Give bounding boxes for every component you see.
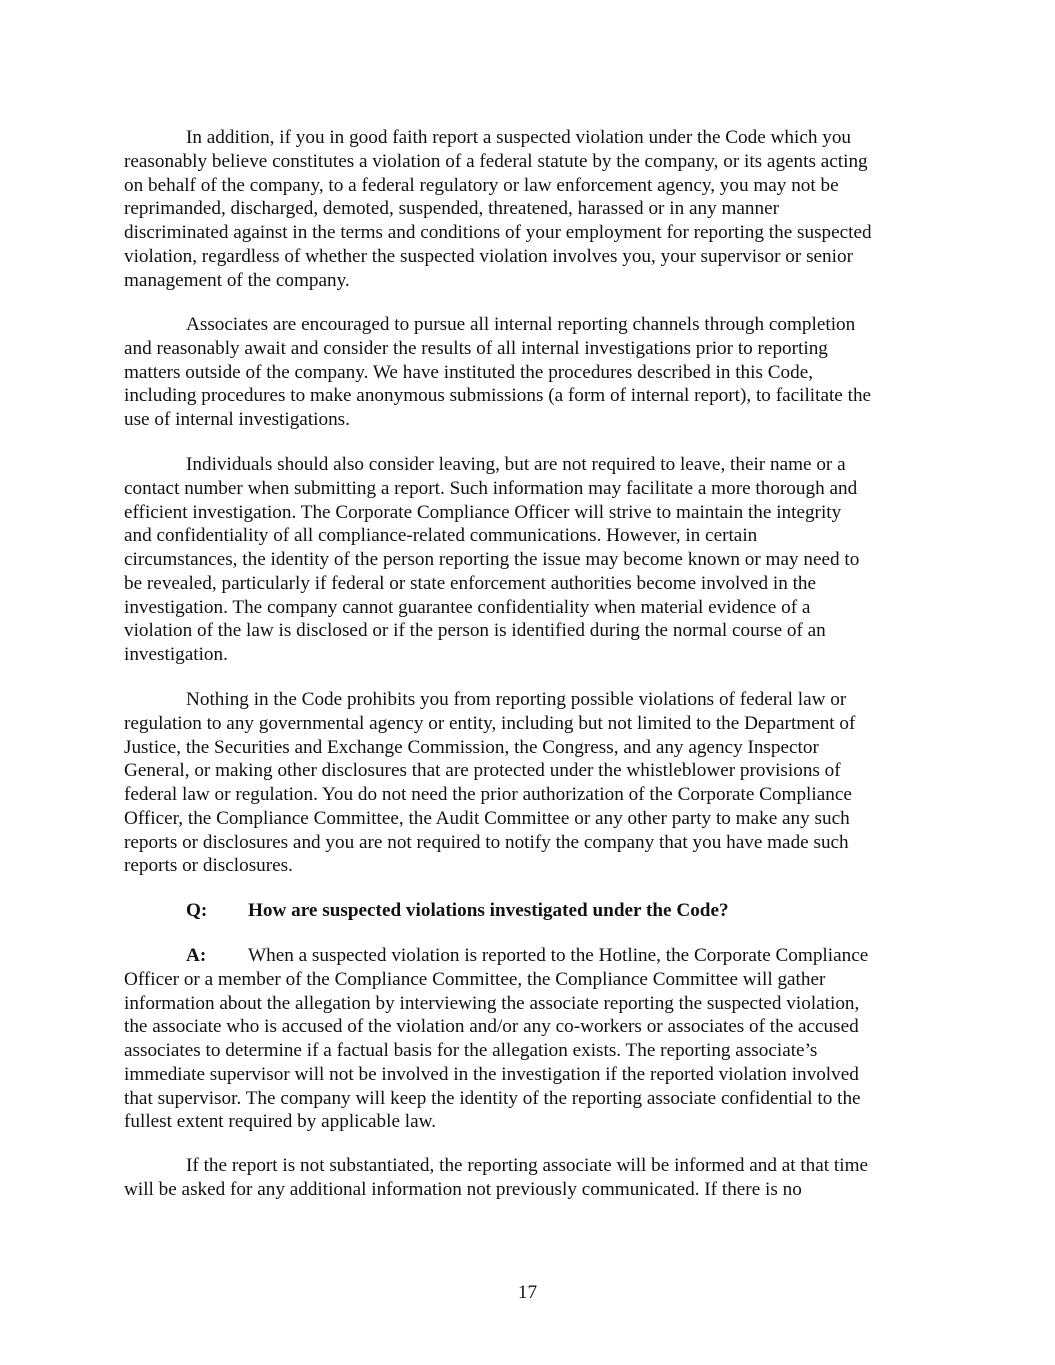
text-line: use of internal investigations. [124,409,350,430]
text-line: reprimanded, discharged, demoted, suspended, threatened, harassed or in any manner [124,198,779,220]
text-line: Nothing in the Code prohibits you from reporting possible violations of federal law or [186,689,847,710]
text-line: immediate supervisor will not be involved in the investigation if the reported violation involved [124,1063,859,1085]
text-line: investigation. [124,644,228,665]
faq-question [186,899,729,923]
text-line: reasonably believe constitutes a violation of a federal statute by the company, or its agents acting [124,150,868,172]
text-line: matters outside of the company. We have instituted the procedures described in this Code, [124,361,814,383]
text-line: investigation. The company cannot guarantee confidentiality when material evidence of a [124,596,811,618]
paragraph-unsubstantiated-report [124,1154,944,1202]
text-line: discriminated against in the terms and conditions of your employment for reporting the suspected [124,222,872,243]
text-line: regulation to any governmental agency or entity, including but not limited to the Department of [124,712,856,734]
text-line: and confidentiality of all compliance-related communications. However, in certain [124,525,758,547]
text-line: General, or making other disclosures that are protected under the whistleblower provisions of [124,760,841,782]
text-line: violation, regardless of whether the suspected violation involves you, your supervisor or senior [124,245,853,267]
text-line: Officer or a member of the Compliance Committee, the Compliance Committee will gather [124,968,826,990]
answer-text: When a suspected violation is reported to the Hotline, the Corporate Compliance [248,945,869,966]
text-line: contact number when submitting a report. Such information may facilitate a more thorough and [124,477,858,499]
text-line: be revealed, particularly if federal or state enforcement authorities become involved in the [124,572,817,594]
text-line: information about the allegation by interviewing the associate reporting the suspected violation, [124,992,860,1014]
text-line: fullest extent required by applicable law. [124,1111,437,1133]
text-line: circumstances, the identity of the person reporting the issue may become known or may need to [124,549,860,570]
text-line: and reasonably await and consider the results of all internal investigations prior to reporting [124,337,828,359]
text-line: In addition, if you in good faith report a suspected violation under the Code which you [186,127,852,148]
text-line: will be asked for any additional information not previously communicated. If there is no [124,1178,802,1200]
text-line: reports or disclosures. [124,855,293,877]
text-line: Associates are encouraged to pursue all internal reporting channels through completion [186,314,856,335]
paragraph-whistleblower-rights [124,688,944,878]
text-line: efficient investigation. The Corporate Compliance Officer will strive to maintain the integrity [124,501,842,523]
page-number: 17 [517,1282,538,1303]
answer-label: A: [186,945,207,966]
text-line: Justice, the Securities and Exchange Commission, the Congress, and any agency Inspector [124,736,819,758]
text-line: If the report is not substantiated, the reporting associate will be informed and at that time [186,1155,869,1176]
faq-answer [124,944,944,1134]
text-line: the associate who is accused of the violation and/or any co-workers or associates of the accused [124,1016,859,1038]
text-line: Individuals should also consider leaving, but are not required to leave, their name or a [186,454,846,475]
text-line: including procedures to make anonymous submissions (a form of internal report), to facilitate the [124,385,872,407]
text-line: federal law or regulation. You do not need the prior authorization of the Corporate Compliance [124,784,852,805]
question-label: Q: [186,900,208,921]
text-line: that supervisor. The company will keep the identity of the reporting associate confidential to the [124,1087,861,1109]
text-line: associates to determine if a factual basis for the allegation exists. The reporting associate’s [124,1040,818,1061]
text-line: on behalf of the company, to a federal regulatory or law enforcement agency, you may not be [124,174,839,196]
text-line [124,944,944,968]
paragraph-good-faith-reporting [124,126,944,292]
paragraph-confidentiality [124,453,944,667]
paragraph-internal-reporting [124,313,944,432]
text-line: reports or disclosures and you are not required to notify the company that you have made such [124,831,849,853]
text-line: Officer, the Compliance Committee, the Audit Committee or any other party to make any such [124,807,850,829]
question-text: How are suspected violations investigated under the Code? [248,900,729,921]
text-line: management of the company. [124,269,350,291]
text-line: violation of the law is disclosed or if the person is identified during the normal course of an [124,620,826,642]
